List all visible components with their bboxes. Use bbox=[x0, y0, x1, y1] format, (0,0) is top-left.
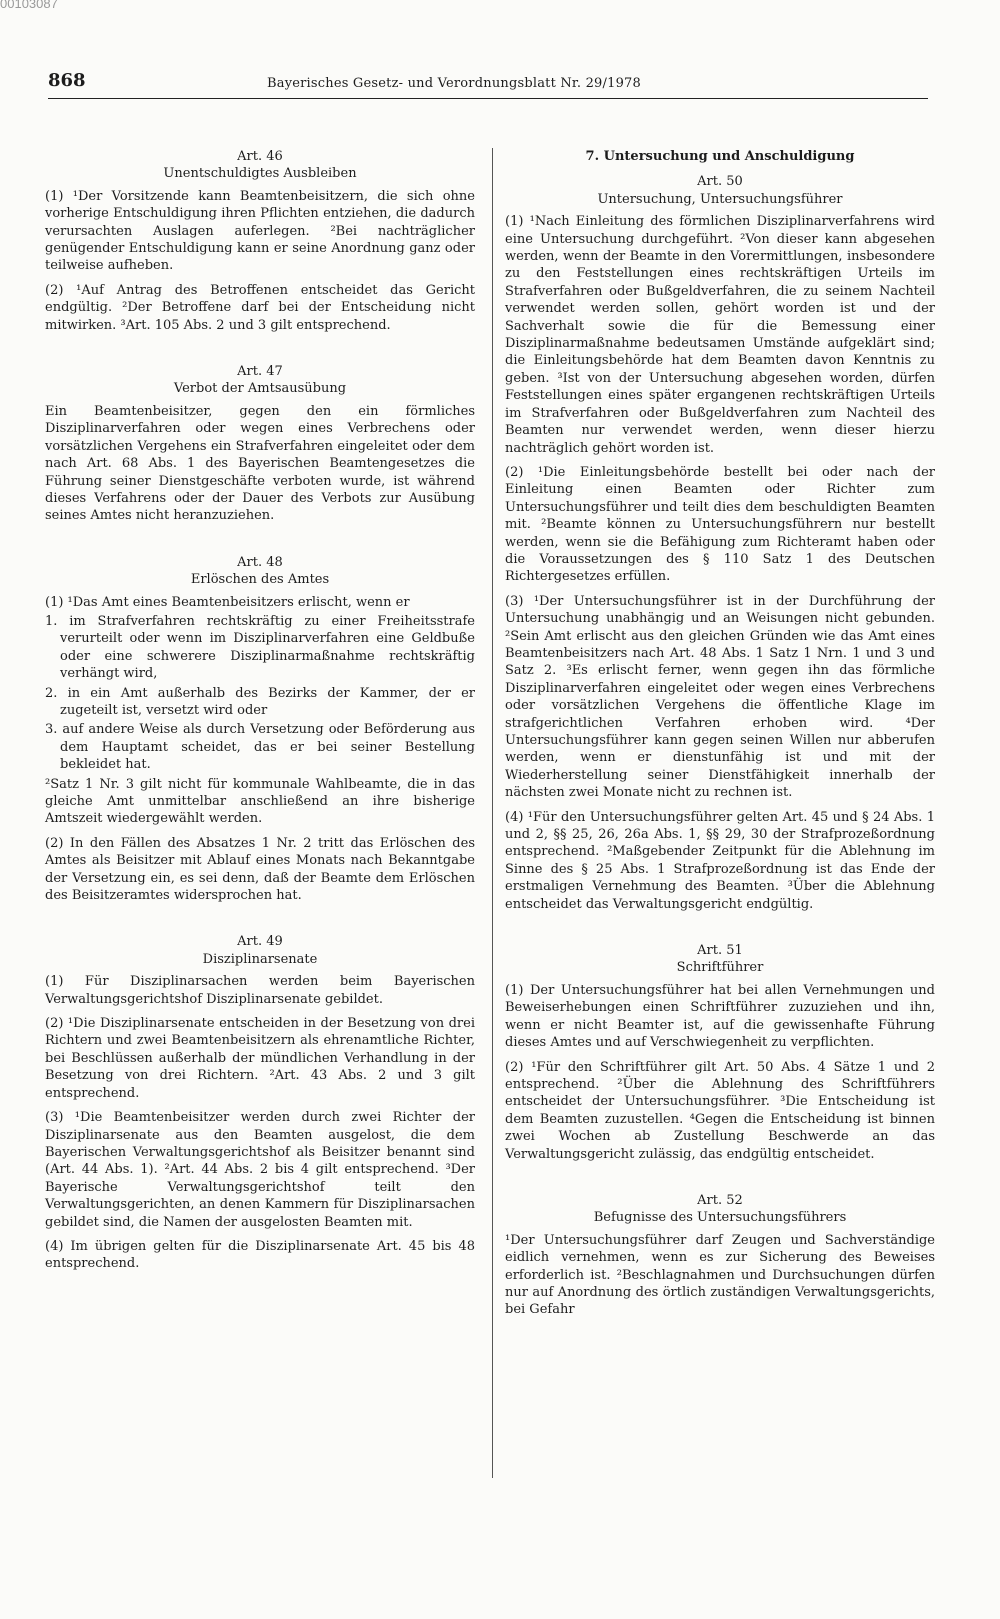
gazette-title: Bayerisches Gesetz- und Verordnungsblatt Nr. 29/1978 bbox=[267, 76, 641, 91]
article-51 bbox=[505, 942, 935, 1163]
paragraph: ²Satz 1 Nr. 3 gilt nicht für kommunale Wahlbeamte, die in das gleiche Amt unmittelbar anschließend an ihre bisherige Amtszeit wiedergewählt werden. bbox=[45, 776, 475, 827]
text-columns bbox=[45, 148, 935, 1588]
article-number: Art. 47 bbox=[237, 364, 283, 380]
article-title: Verbot der Amtsausübung bbox=[173, 381, 347, 397]
article-48 bbox=[45, 554, 475, 905]
article-title: Erlöschen des Amtes bbox=[190, 572, 330, 588]
paragraph: (2) ¹Für den Schriftführer gilt Art. 50 Abs. 4 Sätze 1 und 2 entsprechend. ²Über die Ablehnung des Schriftführers entscheidet der Untersuchungsführer. ³Die Entscheidung ist dem Beamten zuzustellen. ⁴Gegen die Entscheidung ist binnen zwei Wochen ab Zustellung Beschwerde an das Verwaltungsgericht zulässig, das endgültig entscheidet. bbox=[505, 1059, 935, 1162]
list-item: 1. im Strafverfahren rechtskräftig zu einer Freiheitsstrafe verurteilt oder wenn im Disziplinarverfahren eine Geldbuße oder eine schwerere Disziplinarmaßnahme rechtskräftig verhängt wird, bbox=[45, 613, 475, 682]
paragraph: (1) Für Disziplinarsachen werden beim Bayerischen Verwaltungsgerichtshof Disziplinarsenate gebildet. bbox=[45, 974, 475, 1007]
paragraph: (1) ¹Der Vorsitzende kann Beamtenbeisitzern, die sich ohne vorherige Entschuldigung ihren Pflichten entziehen, die dadurch verursachten Auslagen auferlegen. ²Bei nachträglicher genügender Entschuldigung kann er seine Anordnung ganz oder teilweise aufheben. bbox=[45, 188, 475, 274]
article-52 bbox=[505, 1192, 935, 1319]
archive-stamp: 00103087 bbox=[0, 0, 58, 11]
article-title: Untersuchung, Untersuchungsführer bbox=[597, 191, 843, 207]
article-number: Art. 48 bbox=[237, 554, 283, 570]
article-46 bbox=[45, 148, 475, 334]
article-number: Art. 46 bbox=[237, 149, 283, 164]
paragraph: (1) Der Untersuchungsführer hat bei allen Vernehmungen und Beweiserhebungen einen Schriftführer zuzuziehen und ihn, wenn er nicht Beamter ist, auf die gewissenhafte Führung dieses Amtes und auf Verschwiegenheit zu verpflichten. bbox=[505, 982, 935, 1051]
paragraph: (2) ¹Die Einleitungsbehörde bestellt bei oder nach der Einleitung einen Beamten oder Richter zum Untersuchungsführer und teilt dies dem beschuldigten Beamten mit. ²Beamte können zu Untersuchungsführern nur bestellt werden, wenn sie die Befähigung zum Richteramt haben oder die Voraussetzungen des § 110 Satz 1 des Deutschen Richtergesetzes erfüllen. bbox=[505, 464, 935, 585]
article-50 bbox=[505, 173, 935, 913]
page-number: 868 bbox=[48, 70, 86, 91]
article-title: Schriftführer bbox=[676, 960, 764, 976]
paragraph: (3) ¹Die Beamtenbeisitzer werden durch zwei Richter der Disziplinarsenate aus den Beamten ausgelost, die dem Bayerischen Verwaltungsgerichtshof als Beisitzer benannt sind (Art. 44 Abs. 1). ²Art. 44 Abs. 2 bis 4 gilt entsprechend. ³Der Bayerische Verwaltungsgerichtshof teilt den Verwaltungsgerichten, an denen Kammern für Disziplinarsachen gebildet sind, die Namen der ausgelosten Beamten mit. bbox=[45, 1110, 475, 1230]
right-column bbox=[505, 148, 935, 1326]
list-item: 3. auf andere Weise als durch Versetzung oder Beförderung aus dem Hauptamt scheidet, das er bei seiner Bestellung bekleidet hat. bbox=[45, 722, 475, 773]
article-49 bbox=[45, 933, 475, 1272]
article-number: Art. 52 bbox=[697, 1192, 743, 1208]
paragraph: (2) In den Fällen des Absatzes 1 Nr. 2 tritt das Erlöschen des Amtes als Beisitzer mit Ablauf eines Monats nach Bekanntgabe der Versetzung ein, es sei denn, daß der Beamte dem Erlöschen des Beisitzeramtes widersprochen hat. bbox=[45, 835, 475, 904]
section-heading: 7. Untersuchung und Anschuldigung bbox=[585, 149, 855, 164]
article-number: Art. 50 bbox=[697, 174, 743, 190]
left-column bbox=[45, 148, 475, 1280]
article-number: Art. 49 bbox=[237, 934, 283, 950]
article-title: Befugnisse des Untersuchungsführers bbox=[593, 1210, 847, 1226]
paragraph: (4) ¹Für den Untersuchungsführer gelten Art. 45 und § 24 Abs. 1 und 2, §§ 25, 26, 26a Abs. 1, §§ 29, 30 der Strafprozeßordnung entsprechend. ²Maßgebender Zeitpunkt für die Ablehnung im Sinne des § 25 Abs. 1 Strafprozeßordnung ist das Ende der erstmaligen Vernehmung des Beamten. ³Über die Ablehnung entscheidet das Verwaltungsgericht endgültig. bbox=[505, 809, 935, 912]
article-title: Disziplinarsenate bbox=[202, 951, 318, 967]
paragraph: ¹Der Untersuchungsführer darf Zeugen und Sachverständige eidlich vernehmen, wenn es zur Sicherung des Beweises erforderlich ist. ²Beschlagnahmen und Durchsuchungen dürfen nur auf Anordnung des örtlich zuständigen Verwaltungsgerichts, bei Gefahr bbox=[505, 1232, 935, 1318]
paragraph: (3) ¹Der Untersuchungsführer ist in der Durchführung der Untersuchung unabhängig und an Weisungen nicht gebunden. ²Sein Amt erlischt aus den gleichen Gründen wie das Amt eines Beamtenbeisitzers nach Art. 48 Abs. 1 Satz 1 Nrn. 1 und 3 und Satz 2. ³Es erlischt ferner, wenn gegen ihn das förmliche Disziplinarverfahren eingeleitet oder wegen eines Verbrechens oder vorsätzlichen Vergehens die öffentliche Klage im strafgerichtlichen Verfahren erhoben wird. ⁴Der Untersuchungsführer kann gegen seinen Willen nur abberufen werden, wenn er dienstunfähig ist und mit der Wiederherstellung seiner Dienstfähigkeit innerhalb der nächsten zwei Monate nicht zu rechnen ist. bbox=[505, 593, 935, 801]
paragraph: (4) Im übrigen gelten für die Disziplinarsenate Art. 45 bis 48 entsprechend. bbox=[45, 1238, 475, 1272]
paragraph: Ein Beamtenbeisitzer, gegen den ein förmliches Disziplinarverfahren oder wegen eines Verbrechens oder vorsätzlichen Vergehens ein Strafverfahren eingeleitet oder dem nach Art. 68 Abs. 1 des Bayerischen Beamtengesetzes die Führung seiner Dienstgeschäfte verboten wurde, ist während dieses Verfahrens oder der Dauer des Verbots zur Ausübung seines Amtes nicht heranzuziehen. bbox=[45, 403, 475, 524]
article-title: Unentschuldigtes Ausbleiben bbox=[163, 166, 357, 182]
column-divider bbox=[492, 148, 493, 1478]
paragraph: (2) ¹Die Disziplinarsenate entscheiden in der Besetzung von drei Richtern und zwei Beamtenbeisitzern als ehrenamtliche Richter, bei Beschlüssen außerhalb der mündlichen Verhandlung in der Besetzung von drei Richtern. ²Art. 43 Abs. 2 und 3 gilt entsprechend. bbox=[45, 1016, 475, 1101]
list-item: 2. in ein Amt außerhalb des Bezirks der Kammer, der er zugeteilt ist, versetzt wird oder bbox=[45, 685, 475, 718]
page-header bbox=[48, 64, 928, 99]
article-number: Art. 51 bbox=[697, 943, 743, 959]
paragraph: (2) ¹Auf Antrag des Betroffenen entscheidet das Gericht endgültig. ²Der Betroffene darf bei der Entscheidung nicht mitwirken. ³Art. 105 Abs. 2 und 3 gilt entsprechend. bbox=[45, 282, 475, 333]
paragraph: (1) ¹Das Amt eines Beamtenbeisitzers erlischt, wenn er bbox=[45, 594, 410, 610]
paragraph: (1) ¹Nach Einleitung des förmlichen Disziplinarverfahrens wird eine Untersuchung durchgeführt. ²Von dieser kann abgesehen werden, wenn der Beamte in den Vorermittlungen, insbesondere zu den Feststellungen eines rechtskräftigen Urteils im Strafverfahren oder Bußgeldverfahren, die zu seinem Nachteil verwendet werden sollen, gehört worden ist und der Sachverhalt sowie die für die Bemessung einer Disziplinarmaßnahme bedeutsamen Umstände aufgeklärt sind; die Einleitungsbehörde hat dem Beamten davon Kenntnis zu geben. ³Ist von der Untersuchung abgesehen worden, dürfen Feststellungen eines später ergangenen rechtskräftigen Urteils im Strafverfahren oder Bußgeldverfahren zum Nachteil des Beamten nur verwendet werden, wenn dieser hierzu nachträglich gehört worden ist. bbox=[505, 214, 935, 456]
article-47 bbox=[45, 363, 475, 525]
